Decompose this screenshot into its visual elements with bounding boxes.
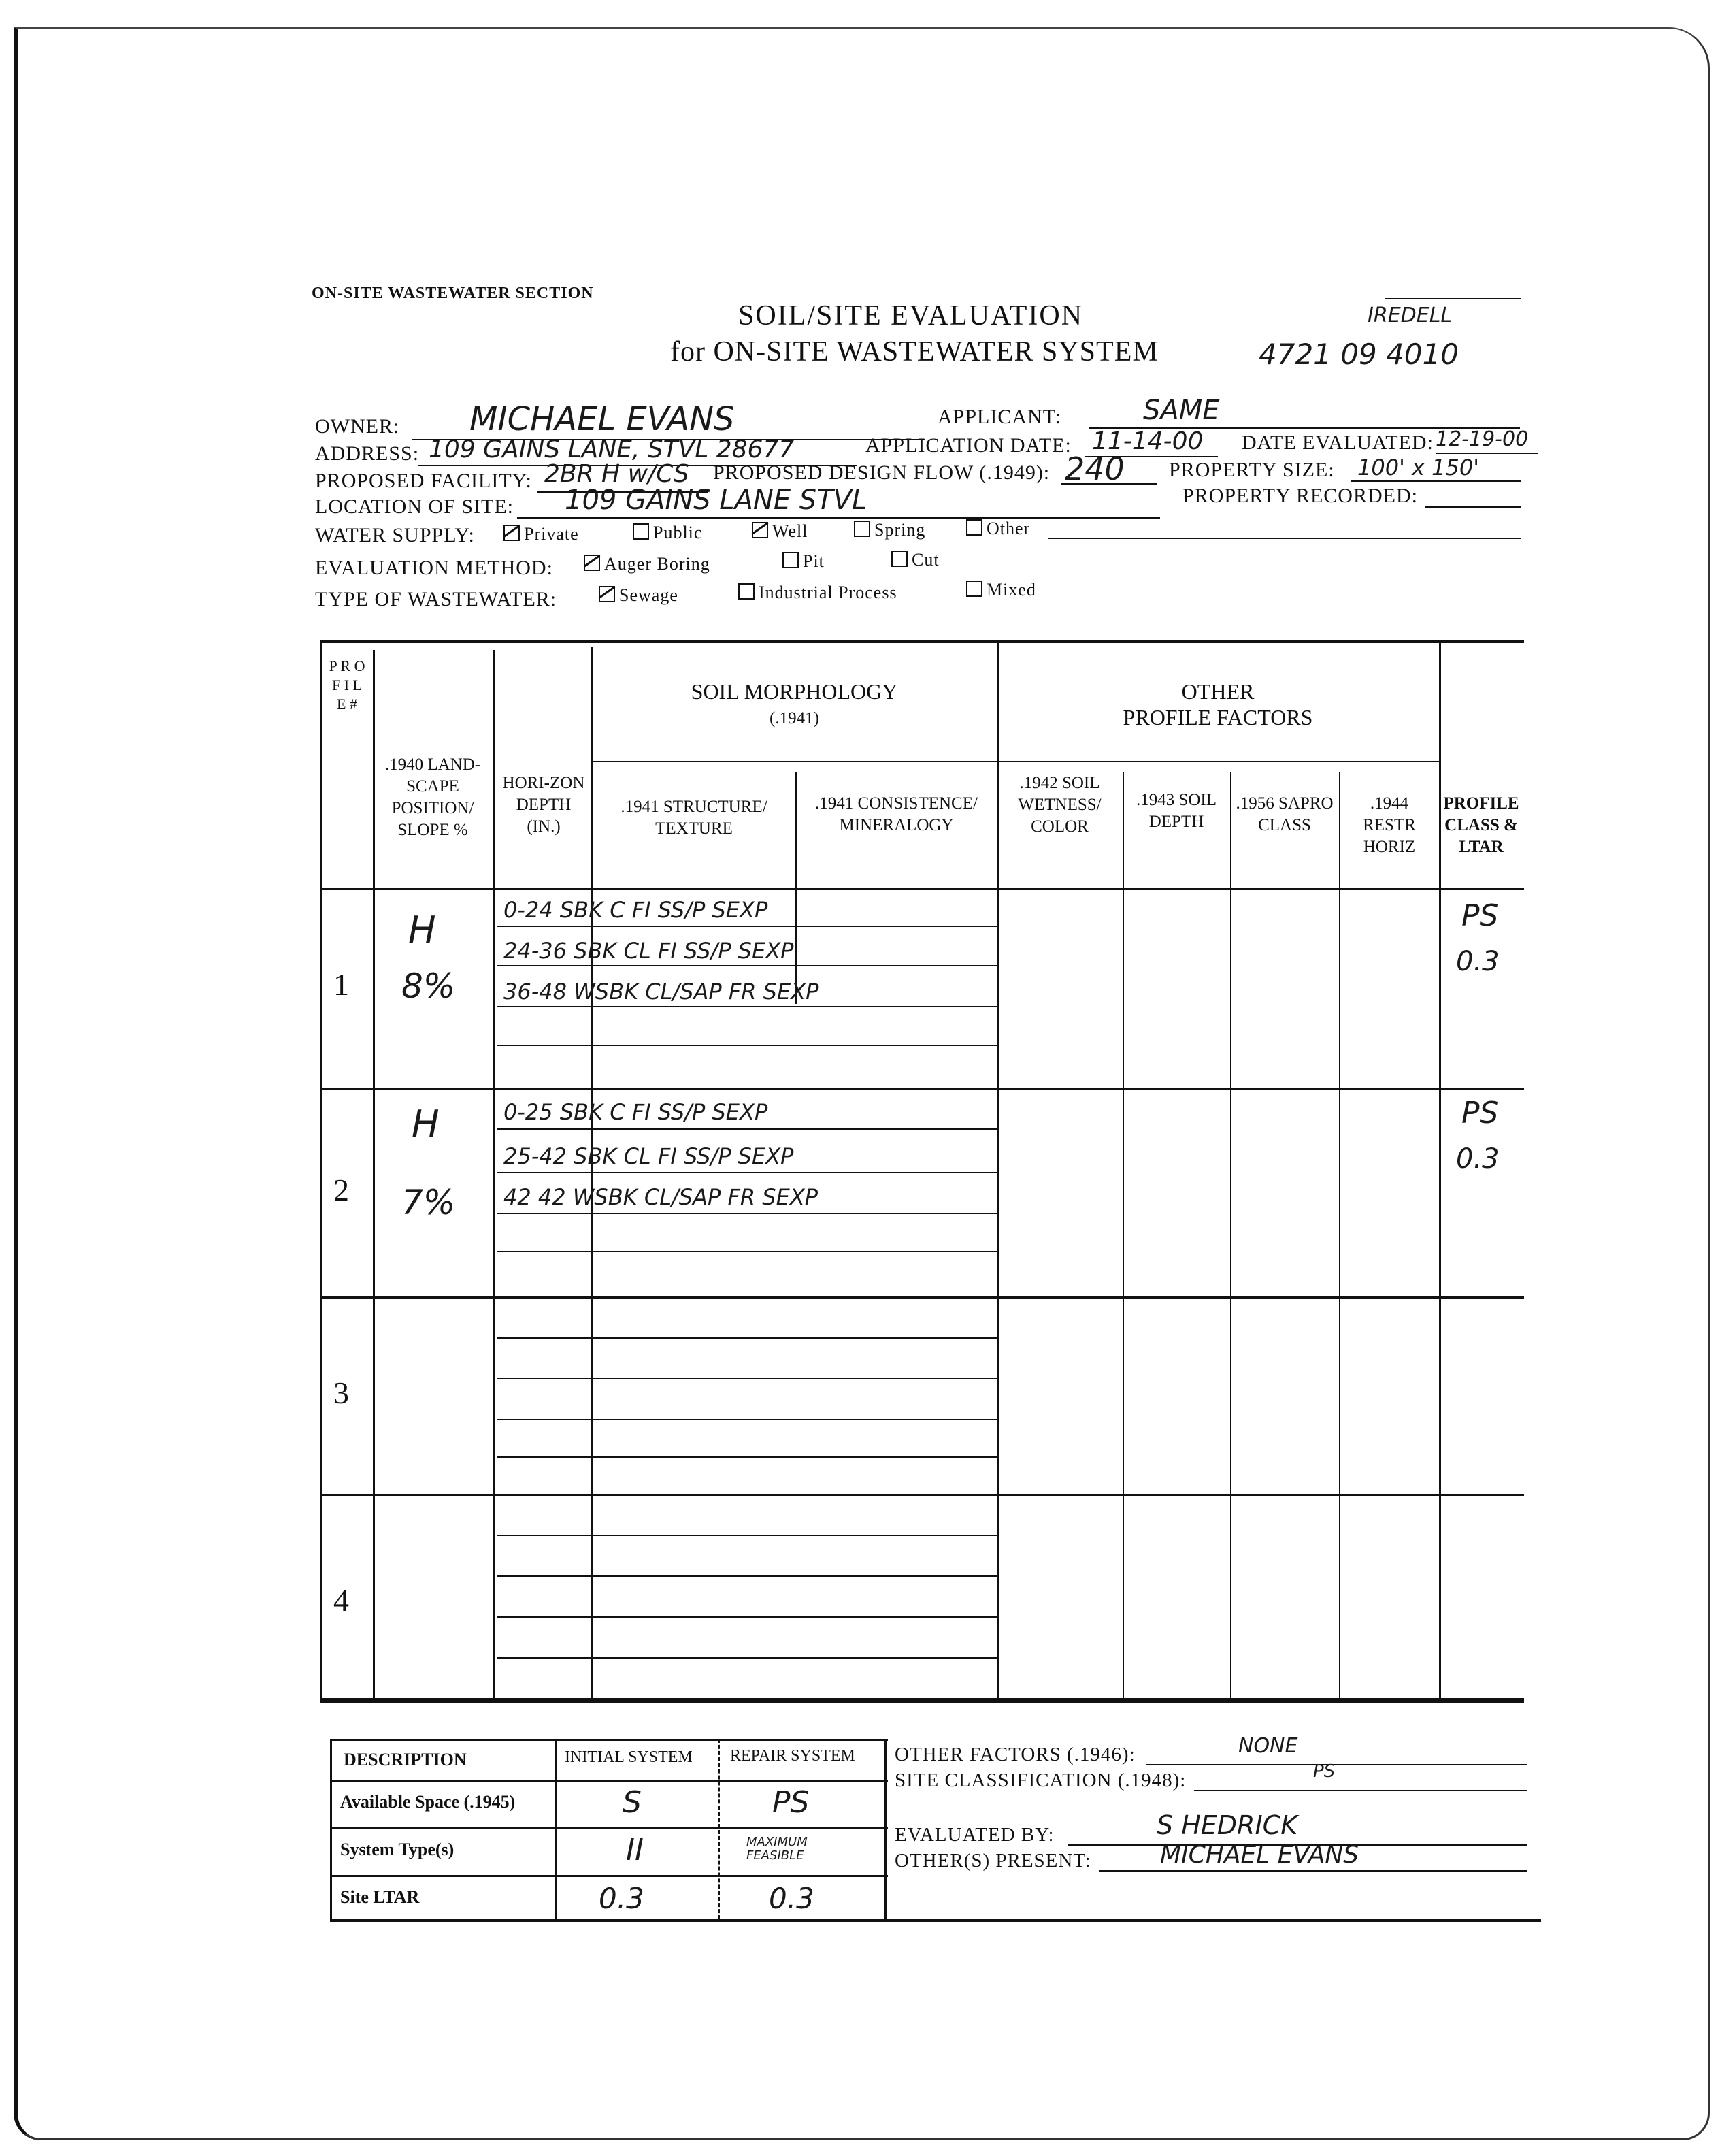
evaluated-by-label: EVALUATED BY: <box>895 1824 1055 1846</box>
parcel-number: 4721 09 4010 <box>1259 338 1459 371</box>
others-present-value[interactable]: MICHAEL EVANS <box>1160 1841 1359 1869</box>
water-other[interactable]: Other <box>966 519 1030 539</box>
water-spring-checkbox[interactable] <box>854 521 870 537</box>
app-date-value[interactable]: 11-14-00 <box>1092 427 1204 455</box>
other-factors-label: OTHER FACTORS (.1946): <box>895 1744 1136 1765</box>
col-sapro-header: .1956 SAPRO CLASS <box>1236 794 1334 834</box>
col-horizon-header: HORI-ZON DEPTH (IN.) <box>502 774 585 836</box>
eval-label: EVALUATION METHOD: <box>315 557 553 579</box>
recorded-line <box>1425 506 1521 508</box>
address-value[interactable]: 109 GAINS LANE, STVL 28677 <box>429 436 795 463</box>
owner-value[interactable]: MICHAEL EVANS <box>469 400 735 438</box>
water-label: WATER SUPPLY: <box>315 524 475 546</box>
date-eval-label: DATE EVALUATED: <box>1242 431 1434 454</box>
app-date-label: APPLICATION DATE: <box>865 434 1072 457</box>
other-factors-line <box>1146 1764 1527 1765</box>
water-public-checkbox[interactable] <box>633 523 649 540</box>
location-label: LOCATION OF SITE: <box>315 495 514 518</box>
applicant-label: APPLICANT: <box>938 406 1061 428</box>
profile-2-row-2[interactable]: 25-42 SBK CL FI SS/P SEXP <box>503 1143 794 1169</box>
col-desc-header: DESCRIPTION <box>344 1750 467 1769</box>
profile-2-landscape[interactable]: H <box>412 1102 440 1145</box>
profile-2-ltar[interactable]: 0.3 <box>1456 1143 1500 1175</box>
facility-value[interactable]: 2BR H w/CS <box>544 460 689 488</box>
water-other-checkbox[interactable] <box>966 519 982 536</box>
profile-1-ltar[interactable]: 0.3 <box>1456 946 1500 977</box>
site-ltar-initial[interactable]: 0.3 <box>599 1882 644 1915</box>
col-class-header: PROFILE CLASS & LTAR <box>1443 794 1519 856</box>
profile-1-slope[interactable]: 8% <box>401 966 456 1006</box>
location-value[interactable]: 109 GAINS LANE STVL <box>565 485 867 516</box>
profile-1-number: 1 <box>333 967 349 1002</box>
available-space-initial[interactable]: S <box>623 1785 642 1820</box>
eval-auger-checkbox[interactable] <box>584 555 600 571</box>
date-eval-line <box>1436 453 1538 454</box>
others-present-label: OTHER(S) PRESENT: <box>895 1850 1091 1872</box>
section-label: ON-SITE WASTEWATER SECTION <box>312 284 594 302</box>
waste-industrial-checkbox[interactable] <box>738 583 755 600</box>
eval-cut[interactable]: Cut <box>891 550 940 570</box>
water-public[interactable]: Public <box>633 523 702 543</box>
address-label: ADDRESS: <box>315 442 420 465</box>
evaluated-by-value[interactable]: S HEDRICK <box>1157 1810 1298 1840</box>
water-private[interactable]: Private <box>503 524 579 544</box>
location-line <box>517 517 1160 519</box>
county-value: IREDELL <box>1368 304 1453 327</box>
water-private-checkbox[interactable] <box>503 525 520 541</box>
profile-2-class[interactable]: PS <box>1461 1096 1499 1130</box>
flow-label: PROPOSED DESIGN FLOW (.1949): <box>713 461 1051 484</box>
owner-label: OWNER: <box>315 415 400 438</box>
waste-label: TYPE OF WASTEWATER: <box>315 588 557 610</box>
profile-1-class[interactable]: PS <box>1461 898 1499 933</box>
facility-label: PROPOSED FACILITY: <box>315 470 532 492</box>
profile-2-number: 2 <box>333 1173 349 1207</box>
other-factors-value[interactable]: NONE <box>1238 1734 1298 1758</box>
waste-industrial[interactable]: Industrial Process <box>738 583 897 603</box>
col-wetness-header: .1942 SOIL WETNESS/ COLOR <box>1018 774 1102 836</box>
waste-mixed-checkbox[interactable] <box>966 581 982 597</box>
col-consistence-header: .1941 CONSISTENCE/ MINERALOGY <box>815 794 978 834</box>
soil-morphology-header: SOIL MORPHOLOGY <box>691 679 898 704</box>
water-well[interactable]: Well <box>752 521 808 542</box>
col-depth-header: .1943 SOIL DEPTH <box>1136 791 1217 831</box>
other-sub-header: PROFILE FACTORS <box>1123 705 1313 730</box>
form-title: SOIL/SITE EVALUATION <box>738 300 1084 331</box>
profile-4-number: 4 <box>333 1583 349 1618</box>
applicant-value[interactable]: SAME <box>1143 395 1220 426</box>
col-restr-header: .1944 RESTR HORIZ <box>1363 794 1416 856</box>
eval-pit[interactable]: Pit <box>782 551 825 572</box>
waste-sewage-checkbox[interactable] <box>599 586 615 602</box>
site-class-line <box>1194 1790 1527 1791</box>
system-type-initial[interactable]: II <box>626 1833 644 1867</box>
profile-1-row-2[interactable]: 24-36 SBK CL FI SS/P SEXP <box>503 938 794 964</box>
soil-morphology-sub: (.1941) <box>770 709 819 728</box>
profile-1-row-3[interactable]: 36-48 WSBK CL/SAP FR SEXP <box>503 979 819 1004</box>
water-well-checkbox[interactable] <box>752 522 768 538</box>
eval-cut-checkbox[interactable] <box>891 551 908 567</box>
water-other-line <box>1048 538 1521 539</box>
form-subtitle: for ON-SITE WASTEWATER SYSTEM <box>670 336 1159 368</box>
site-ltar-label: Site LTAR <box>340 1887 420 1907</box>
site-class-value[interactable]: PS <box>1313 1761 1336 1782</box>
eval-auger[interactable]: Auger Boring <box>584 554 710 574</box>
prop-size-line <box>1351 480 1521 482</box>
profile-2-row-3[interactable]: 42 42 WSBK CL/SAP FR SEXP <box>503 1184 818 1210</box>
prop-size-label: PROPERTY SIZE: <box>1169 459 1335 481</box>
profile-2-row-1[interactable]: 0-25 SBK C FI SS/P SEXP <box>503 1099 768 1125</box>
flow-value[interactable]: 240 <box>1065 451 1125 487</box>
available-space-repair[interactable]: PS <box>772 1785 810 1820</box>
county-line <box>1385 298 1521 299</box>
waste-sewage[interactable]: Sewage <box>599 585 678 606</box>
prop-size-value[interactable]: 100' x 150' <box>1357 455 1480 480</box>
available-space-label: Available Space (.1945) <box>340 1792 516 1812</box>
profile-3-number: 3 <box>333 1375 349 1410</box>
profile-1-row-1[interactable]: 0-24 SBK C FI SS/P SEXP <box>503 897 768 923</box>
site-ltar-repair[interactable]: 0.3 <box>769 1882 814 1915</box>
col-initial-header: INITIAL SYSTEM <box>565 1748 693 1766</box>
eval-pit-checkbox[interactable] <box>782 552 799 568</box>
other-header: OTHER <box>1181 679 1255 704</box>
profile-1-landscape[interactable]: H <box>408 909 436 951</box>
col-landscape-header: .1940 LAND-SCAPE POSITION/ SLOPE % <box>384 755 481 839</box>
water-spring[interactable]: Spring <box>854 520 925 540</box>
system-type-label: System Type(s) <box>340 1840 454 1859</box>
site-class-label: SITE CLASSIFICATION (.1948): <box>895 1769 1187 1791</box>
system-type-repair[interactable]: MAXIMUM FEASIBLE <box>746 1835 808 1863</box>
col-repair-header: REPAIR SYSTEM <box>730 1747 855 1765</box>
profile-2-slope[interactable]: 7% <box>401 1183 456 1222</box>
others-present-line <box>1099 1870 1527 1872</box>
col-profile-header: P R O F I L E # <box>329 657 365 713</box>
recorded-label: PROPERTY RECORDED: <box>1182 485 1418 507</box>
col-structure-header: .1941 STRUCTURE/ TEXTURE <box>621 798 767 838</box>
date-eval-value[interactable]: 12-19-00 <box>1436 427 1529 451</box>
waste-mixed[interactable]: Mixed <box>966 580 1036 600</box>
